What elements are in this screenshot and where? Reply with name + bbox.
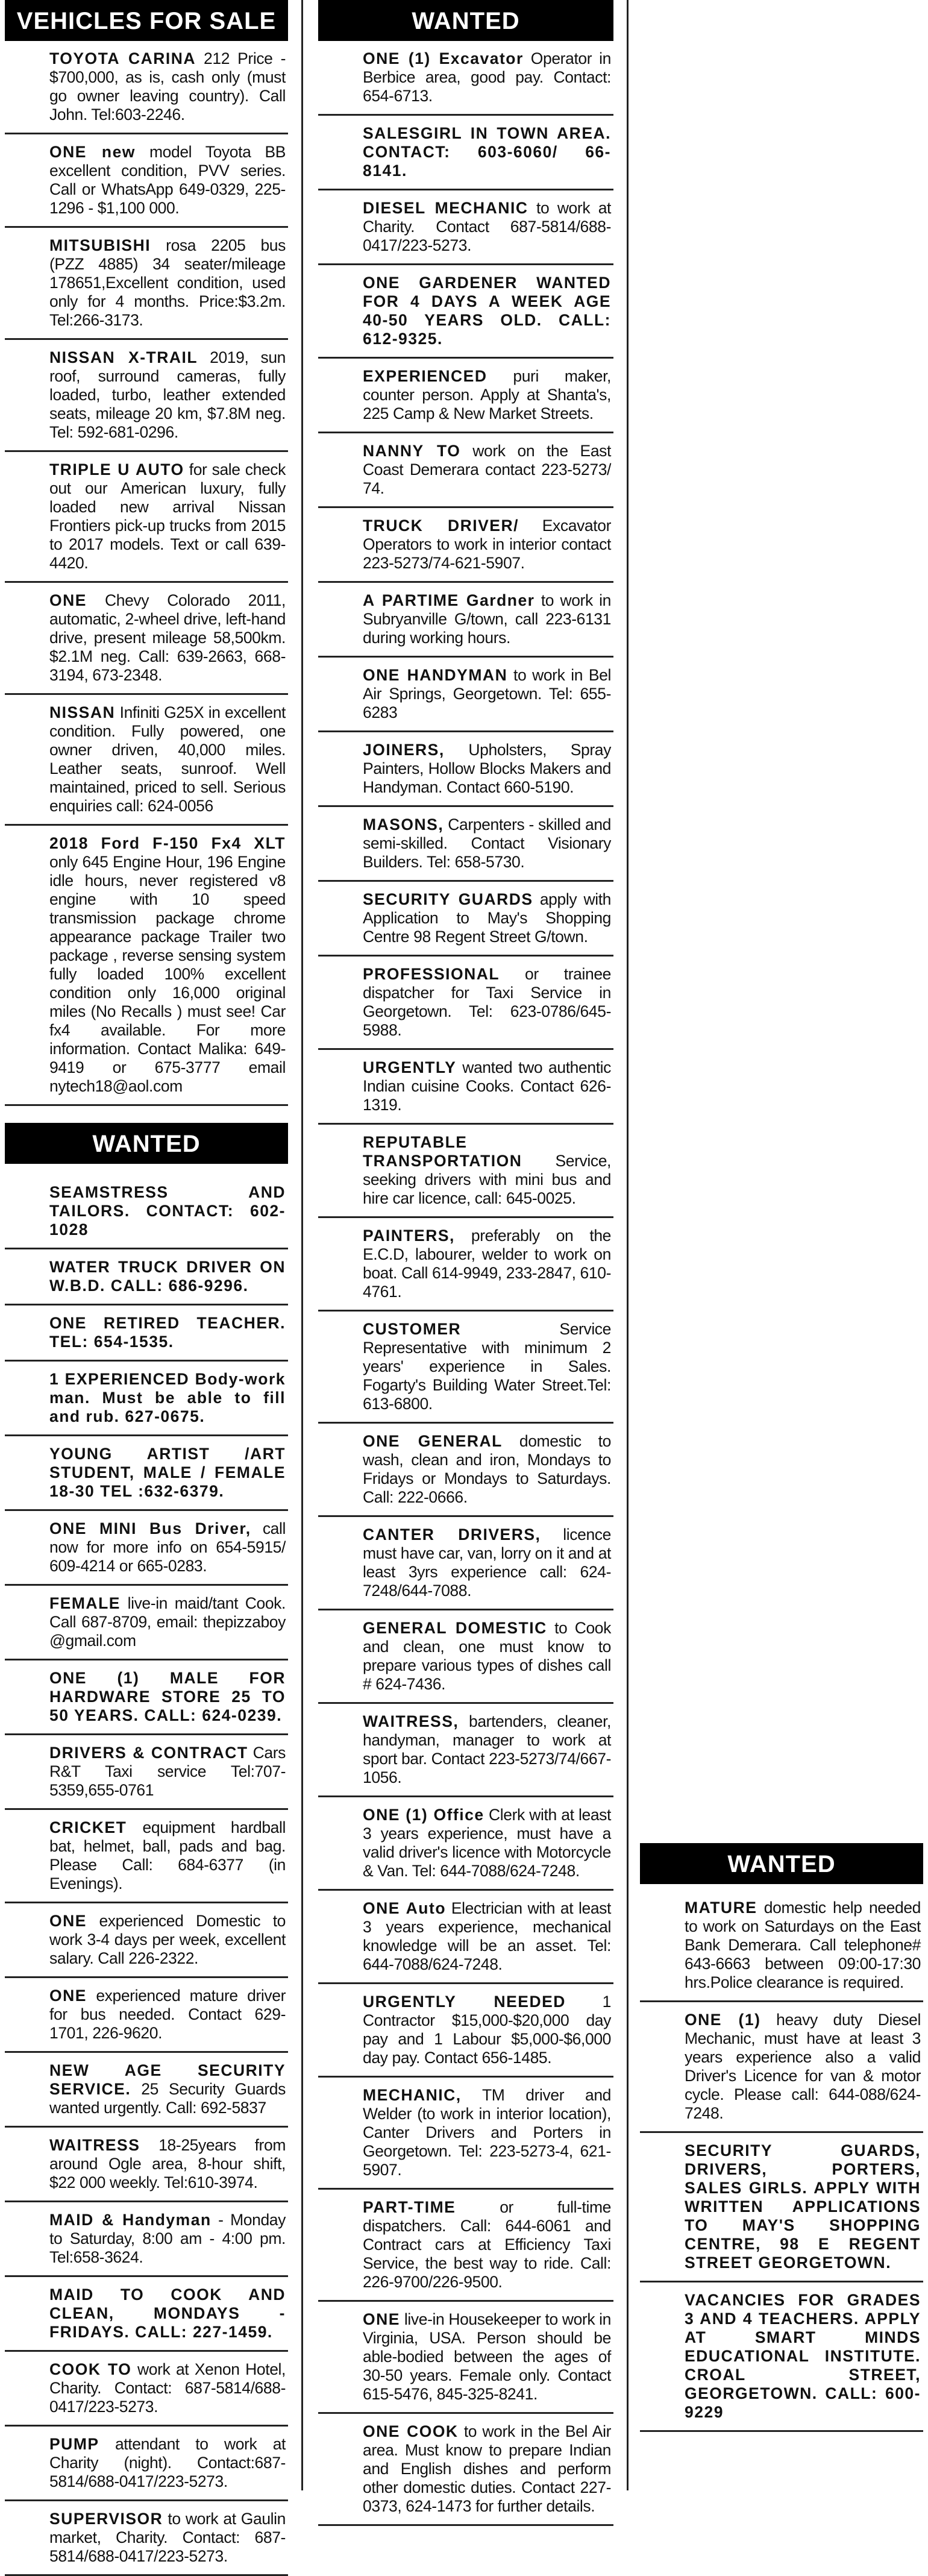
ad-text: Carpenters - skilled and semi-skilled. Contact Visionary Builders. Tel: 658-5730.	[363, 815, 611, 871]
ad-lead: MASONS,	[363, 815, 444, 834]
classified-ad	[318, 1424, 613, 1517]
ad-text: to Cook and clean, one must know to prepare various types of dishes call # 624-7436.	[363, 1619, 611, 1693]
ad-lead: TRIPLE U AUTO	[49, 460, 184, 479]
ad-text: live-in maid/tant Cook. Call 687-8709, email: thepizzaboy @gmail.com	[49, 1594, 286, 1650]
ad-lead: MAID & Handyman	[49, 2211, 212, 2229]
ad-text: work on the East Coast Demerara contact 223-5273/ 74.	[363, 442, 611, 497]
ad-text: domestic help needed to work on Saturdays on the East Bank Demerara. Call telephone# 643-6663 between 09:00-17:30 hrs.Police clearance is required.	[685, 1899, 921, 1991]
ad-lead: GENERAL DOMESTIC	[363, 1619, 547, 1637]
classified-ad	[318, 1218, 613, 1312]
ad-lead: PROFESSIONAL	[363, 965, 500, 983]
classified-ad	[318, 1125, 613, 1218]
ad-text: call now for more info on 654-5915/ 609-4214 or 665-0283.	[49, 1519, 286, 1575]
ad-text: model Toyota BB excellent condition, PVV series. Call or WhatsApp 649-0329, 225-1296 - $1,100 000.	[49, 143, 286, 217]
column-wanted-main	[318, 0, 613, 2526]
ad-lead: SUPERVISOR	[49, 2510, 163, 2528]
ad-text: preferably on the E.C.D, labourer, welder to work on boat. Call 614-9949, 233-2847, 610-4761.	[363, 1227, 611, 1301]
ad-lead: PUMP	[49, 2435, 99, 2453]
classified-ad	[5, 1735, 288, 1810]
classified-ad	[5, 1436, 288, 1511]
ad-lead: SEAMSTRESS AND TAILORS. CONTACT: 602-1028	[49, 1183, 286, 1239]
classified-ad	[640, 1890, 923, 2002]
ad-text: Service Representative with minimum 2 years' experience in Sales. Fogarty's Building Water Street.Tel: 613-6800.	[363, 1320, 611, 1413]
classified-ad	[5, 2128, 288, 2202]
classified-ad	[318, 2078, 613, 2190]
classified-ad	[5, 1903, 288, 1978]
classified-ad	[318, 359, 613, 433]
ad-text: Infiniti G25X in excellent condition. Fully powered, one owner driven, 40,000 miles. Leather seats, sunroof. Well maintained, priced to sell. Serious enquiries call: 624-0056	[49, 703, 286, 815]
classified-ad	[318, 265, 613, 359]
classified-ad	[318, 2302, 613, 2414]
ad-lead: CANTER DRIVERS,	[363, 1525, 541, 1544]
wanted-ads-list	[640, 1890, 923, 2432]
ad-lead: SECURITY GUARDS, DRIVERS, PORTERS, SALES GIRLS. APPLY WITH WRITTEN APPLICATIONS TO MAY'S SHOPPING CENTRE, 98 E REGENT STREET GEORGETOWN.	[685, 2141, 921, 2272]
section-header-wanted: WANTED	[640, 1843, 923, 1884]
classified-ad	[5, 1810, 288, 1903]
ad-lead: ONE MINI Bus Driver,	[49, 1519, 251, 1538]
classified-ad	[5, 826, 288, 1106]
ad-lead: TOYOTA CARINA	[49, 49, 196, 68]
classified-ad	[5, 2352, 288, 2427]
classified-ad	[318, 583, 613, 658]
ad-lead: 1 EXPERIENCED Body-work man. Must be able to fill and rub. 627-0675.	[49, 1370, 286, 1425]
section-header-wanted: WANTED	[5, 1123, 288, 1164]
classified-ad	[640, 2133, 923, 2282]
ad-lead: NANNY TO	[363, 442, 461, 460]
ad-lead: ONE	[49, 1987, 87, 2005]
classified-ad	[318, 807, 613, 882]
classified-ad	[318, 41, 613, 116]
ad-text: Electrician with at least 3 years experience, mechanical knowledge will be an asset. Tel: 644-7088/624-7248.	[363, 1899, 611, 1973]
ad-text: Service, seeking drivers with mini bus and hire car licence, call: 645-0025.	[363, 1152, 611, 1207]
ad-lead: CRICKET	[49, 1818, 127, 1836]
classified-ad	[5, 1249, 288, 1305]
classified-ad	[318, 1984, 613, 2078]
ad-lead: ONE (1) Office	[363, 1806, 484, 1824]
ad-lead: VACANCIES FOR GRADES 3 AND 4 TEACHERS. APPLY AT SMART MINDS EDUCATIONAL INSTITUTE. CROAL STREET, GEORGETOWN. CALL: 600-9229	[685, 2291, 921, 2421]
ad-lead: PAINTERS,	[363, 1227, 455, 1245]
ad-lead: URGENTLY NEEDED	[363, 1993, 566, 2011]
classified-ad	[5, 134, 288, 228]
ad-text: Chevy Colorado 2011, automatic, 2-wheel drive, left-hand drive, present mileage 58,500km. $2.1M neg. Call: 639-2663, 668-3194, 673-2348.	[49, 591, 286, 684]
classified-ad	[5, 452, 288, 583]
ad-text: Upholsters, Spray Painters, Hollow Blocks Makers and Handyman. Contact 660-5190.	[363, 741, 611, 796]
ad-text: 2019, sun roof, surround cameras, fully loaded, turbo, leather extended seats, mileage 20 km, $7.8M neg. Tel: 592-681-0296.	[49, 348, 286, 441]
ad-lead: SALESGIRL IN TOWN AREA. CONTACT: 603-6060/ 66-8141.	[363, 124, 611, 180]
classified-ad	[5, 1511, 288, 1586]
ad-lead: ONE GARDENER WANTED FOR 4 DAYS A WEEK AGE 40-50 YEARS OLD. CALL: 612-9325.	[363, 274, 611, 348]
ad-lead: PART-TIME	[363, 2198, 456, 2216]
classified-ad	[640, 2002, 923, 2133]
classified-ad	[318, 957, 613, 1050]
classified-ad	[5, 2202, 288, 2277]
classified-ad	[318, 882, 613, 957]
ad-text: attendant to work at Charity (night). Contact:687-5814/688-0417/223-5273.	[49, 2435, 286, 2490]
classified-ad	[5, 340, 288, 452]
ad-lead: ONE (1) Excavator	[363, 49, 524, 68]
ad-lead: ONE RETIRED TEACHER. TEL: 654-1535.	[49, 1314, 286, 1351]
classified-ad	[5, 2053, 288, 2128]
ad-text: to work in the Bel Air area. Must know to prepare Indian and English dishes and perform other domestic duties. Contact 227-0373, 624-1473 for further details.	[363, 2422, 611, 2515]
classified-ad	[318, 508, 613, 583]
ad-lead: ONE new	[49, 143, 136, 161]
ad-lead: EXPERIENCED	[363, 367, 488, 385]
ad-text: TM driver and Welder (to work in interior location), Canter Drivers and Porters in Georgetown. Tel: 223-5273-4, 621-5907.	[363, 2086, 611, 2179]
classified-ad	[318, 2414, 613, 2526]
wanted-ads-list	[5, 1175, 288, 2576]
ad-lead: ONE (1) MALE FOR HARDWARE STORE 25 TO 50 YEARS. CALL: 624-0239.	[49, 1669, 286, 1724]
ad-text: or trainee dispatcher for Taxi Service in Georgetown. Tel: 623-0786/645-5988.	[363, 965, 611, 1039]
classified-ad	[5, 2427, 288, 2501]
ad-text: to work in Subryanville G/town, call 223-6131 during working hours.	[363, 591, 611, 647]
classified-ad	[318, 732, 613, 807]
ad-text: 212 Price - $700,000, as is, cash only (must go owner leaving country). Call John. Tel:603-2246.	[49, 49, 286, 124]
classified-ad	[5, 2277, 288, 2352]
ad-lead: MAID TO COOK AND CLEAN, MONDAYS - FRIDAYS. CALL: 227-1459.	[49, 2285, 286, 2341]
column-wanted-right	[640, 1843, 923, 2432]
ad-lead: ONE	[363, 2310, 400, 2328]
ad-text: experienced mature driver for bus needed. Contact 629-1701, 226-9620.	[49, 1987, 286, 2042]
section-header-wanted: WANTED	[318, 0, 613, 41]
ad-text: experienced Domestic to work 3-4 days per week, excellent salary. Call 226-2322.	[49, 1912, 286, 1967]
ad-text: equipment hardball bat, helmet, ball, pads and bag. Please Call: 684-6377 (in Evenings).	[49, 1818, 286, 1893]
ad-text: heavy duty Diesel Mechanic, must have at least 3 years experience also a valid Driver's Licence for van & motor cycle. Please call: 644-088/624-7248.	[685, 2011, 921, 2122]
classified-ad	[5, 1175, 288, 1249]
classified-ad	[5, 2501, 288, 2576]
ad-lead: ONE	[49, 591, 87, 609]
ad-text: bartenders, cleaner, handyman, manager to work at sport bar. Contact 223-5273/74/667-1056.	[363, 1712, 611, 1786]
ad-lead: WAITRESS	[49, 2136, 140, 2154]
ad-lead: SECURITY GUARDS	[363, 890, 533, 908]
ad-lead: DRIVERS & CONTRACT	[49, 1744, 248, 1762]
classified-ad	[5, 1362, 288, 1436]
ad-lead: MITSUBISHI	[49, 236, 151, 254]
ad-lead: MECHANIC,	[363, 2086, 462, 2104]
ad-text: to work at Gaulin market, Charity. Contact: 687-5814/688-0417/223-5273.	[49, 2510, 286, 2565]
ad-text: licence must have car, van, lorry on it and at least 3yrs experience call: 624-7248/644-7088.	[363, 1525, 611, 1600]
ad-lead: ONE GENERAL	[363, 1432, 503, 1450]
ad-lead: ONE	[49, 1912, 87, 1930]
ad-lead: TRUCK DRIVER/	[363, 517, 519, 535]
ad-text: - Monday to Saturday, 8:00 am - 4:00 pm. Tel:658-3624.	[49, 2211, 286, 2266]
section-header-vehicles: VEHICLES FOR SALE	[5, 0, 288, 41]
ad-text: or full-time dispatchers. Call: 644-6061 and Contract cars at Efficiency Taxi Service, the best way to ride. Call: 226-9700/226-9500.	[363, 2198, 611, 2291]
ad-text: 25 Security Guards wanted urgently. Call: 692-5837	[49, 2080, 286, 2117]
classified-ad	[5, 1586, 288, 1660]
ad-lead: COOK TO	[49, 2360, 132, 2378]
ad-text: wanted two authentic Indian cuisine Cooks. Contact 626-1319.	[363, 1058, 611, 1114]
ad-lead: URGENTLY	[363, 1058, 457, 1076]
ad-text: to work in Bel Air Springs, Georgetown. Tel: 655-6283	[363, 666, 611, 721]
ad-lead: WATER TRUCK DRIVER ON W.B.D. CALL: 686-9296.	[49, 1258, 286, 1295]
ad-lead: ONE COOK	[363, 2422, 459, 2440]
classified-ad	[5, 583, 288, 695]
classified-ad	[318, 1797, 613, 1891]
classified-ad	[318, 1050, 613, 1125]
classified-ad	[318, 658, 613, 732]
ad-text: live-in Housekeeper to work in Virginia, USA. Person should be able-bodied between the ages of 30-50 years. Female only. Contact 615-5476, 845-325-8241.	[363, 2310, 611, 2403]
classified-ad	[5, 1660, 288, 1735]
ad-lead: NEW AGE SECURITY SERVICE.	[49, 2061, 286, 2098]
classified-ad	[318, 1312, 613, 1424]
ad-lead: ONE Auto	[363, 1899, 447, 1917]
ad-lead: DIESEL MECHANIC	[363, 199, 528, 217]
ad-text: Cars R&T Taxi service Tel:707-5359,655-0761	[49, 1744, 286, 1799]
column-vehicles-wanted	[5, 0, 288, 2576]
ad-lead: YOUNG ARTIST /ART STUDENT, MALE / FEMALE 18-30 TEL :632-6379.	[49, 1445, 286, 1500]
ad-lead: REPUTABLE TRANSPORTATION	[363, 1133, 522, 1170]
ad-text: Operator in Berbice area, good pay. Contact: 654-6713.	[363, 49, 611, 105]
classified-ad	[318, 2190, 613, 2302]
ad-text: only 645 Engine Hour, 196 Engine idle hours, never registered v8 engine with 10 speed transmission package chrome appearance package Trailer two package , reverse sensing system fully loaded 100% excellent condition only 16,000 original miles (No Recalls ) must see! Car fx4 available. For more information. Contact Malika: 649-9419 or 675-3777 email nytech18@aol.com	[49, 853, 286, 1095]
classified-ad	[5, 41, 288, 134]
ad-text: work at Xenon Hotel, Charity. Contact: 687-5814/688-0417/223-5273.	[49, 2360, 286, 2416]
ad-text: rosa 2205 bus (PZZ 4885) 34 seater/mileage 178651,Excellent condition, used only for 4 months. Price:$3.2m. Tel:266-3173.	[49, 236, 286, 329]
classified-ad	[640, 2282, 923, 2432]
classified-ad	[5, 1978, 288, 2053]
ad-lead: MATURE	[685, 1899, 757, 1917]
ad-text: Excavator Operators to work in interior contact 223-5273/74-621-5907.	[363, 517, 611, 572]
classified-ad	[318, 433, 613, 508]
classified-ad	[5, 1305, 288, 1362]
classified-ad	[5, 228, 288, 340]
ad-text: apply with Application to May's Shopping Centre 98 Regent Street G/town.	[363, 890, 611, 946]
classified-ad	[318, 1704, 613, 1797]
ad-lead: ONE (1)	[685, 2011, 761, 2029]
ad-text: puri maker, counter person. Apply at Shanta's, 225 Camp & New Market Streets.	[363, 367, 611, 423]
wanted-ads-list	[318, 41, 613, 2526]
classified-ad	[318, 1517, 613, 1610]
ad-text: 1 Contractor $15,000-$20,000 day pay and 1 Labour $5,000-$6,000 day pay. Contact 656-1485.	[363, 1993, 611, 2067]
ad-lead: A PARTIME Gardner	[363, 591, 535, 609]
vehicle-ads-list	[5, 41, 288, 1106]
ad-text: for sale check out our American luxury, fully loaded new arrival Nissan Frontiers pick-up trucks from 2015 to 2017 models. Text or call 639-4420.	[49, 460, 286, 572]
ad-lead: JOINERS,	[363, 741, 445, 759]
ad-lead: NISSAN	[49, 703, 116, 721]
ad-lead: CUSTOMER	[363, 1320, 462, 1338]
ad-lead: 2018 Ford F-150 Fx4 XLT	[49, 834, 286, 852]
ad-text: to work at Charity. Contact 687-5814/688-0417/223-5273.	[363, 199, 611, 254]
column-divider	[301, 0, 303, 2490]
ad-lead: FEMALE	[49, 1594, 121, 1612]
column-divider	[627, 0, 629, 2490]
classified-ad	[318, 1891, 613, 1984]
ad-text: domestic to wash, clean and iron, Mondays to Fridays or Mondays to Saturdays. Call: 222-0666.	[363, 1432, 611, 1506]
classified-ad	[318, 190, 613, 265]
ad-text: 18-25years from around Ogle area, 8-hour shift, $22 000 weekly. Tel:610-3974.	[49, 2136, 286, 2191]
classified-ad	[5, 695, 288, 826]
ad-text: Clerk with at least 3 years experience, must have a valid driver's licence with Motorcycle & Van. Tel: 644-7088/624-7248.	[363, 1806, 611, 1880]
classified-ad	[318, 1610, 613, 1704]
classified-ad	[318, 116, 613, 190]
ad-lead: ONE HANDYMAN	[363, 666, 508, 684]
ad-lead: WAITRESS,	[363, 1712, 459, 1730]
ad-lead: NISSAN X-TRAIL	[49, 348, 198, 366]
